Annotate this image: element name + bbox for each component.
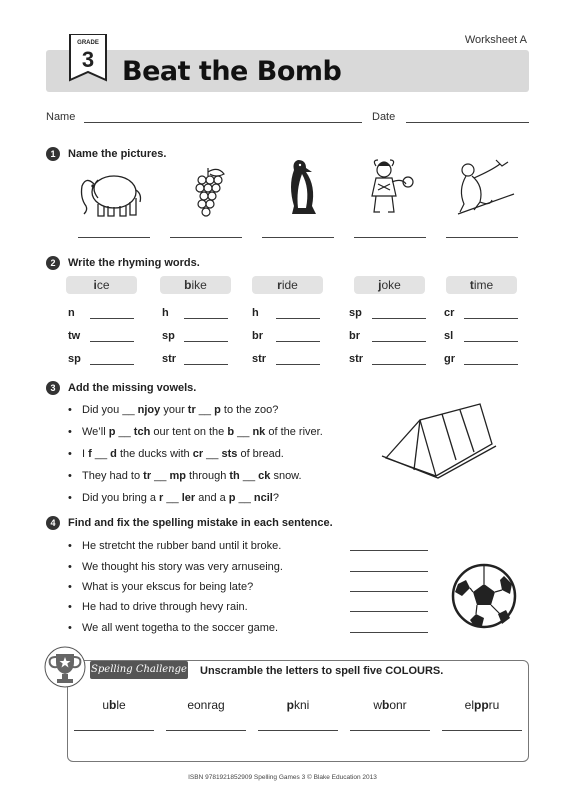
name-field[interactable] (84, 122, 362, 123)
rhyme-prefix: sp (68, 353, 81, 365)
scrambled-word: elppru (464, 698, 500, 712)
bullet: • (68, 426, 72, 438)
answer-line[interactable] (354, 237, 426, 238)
scrambled-word: eonrag (187, 698, 225, 712)
scrambled-word: pkni (286, 698, 310, 712)
rhyme-answer-line[interactable] (184, 341, 228, 342)
correction-line[interactable] (350, 632, 428, 633)
rhyme-answer-line[interactable] (184, 318, 228, 319)
grapes-icon (174, 162, 244, 226)
rhyme-answer-line[interactable] (464, 341, 518, 342)
rhyme-answer-line[interactable] (90, 341, 134, 342)
question-number: 1 (46, 147, 60, 161)
vowel-sentence: • Did you bring a r __ ler and a p __ ncil? (68, 492, 279, 504)
spelling-sentence: • He stretcht the rubber band until it broke. (68, 540, 282, 552)
elephant-icon (76, 162, 146, 226)
footer-credit: ISBN 9781921852909 Spelling Games 3 © Blake Education 2013 (188, 774, 377, 781)
bullet: • (68, 581, 72, 593)
rhyme-prefix: n (68, 307, 75, 319)
scrambled-word: uble (102, 698, 126, 712)
rhyme-prefix: br (349, 330, 360, 342)
vowel-sentence: • They had to tr __ mp through th __ ck snow. (68, 470, 302, 482)
rhyme-prefix: h (252, 307, 259, 319)
correction-line[interactable] (350, 571, 428, 572)
rhyme-word-box: time (446, 276, 517, 294)
rhyme-prefix: tw (68, 330, 81, 342)
question-title: Find and fix the spelling mistake in each sentence. (68, 517, 333, 529)
correction-line[interactable] (350, 550, 428, 551)
spelling-sentence: • He had to drive through hevy rain. (68, 601, 248, 613)
bullet: • (68, 404, 72, 416)
penguin-icon (266, 156, 336, 220)
bullet: • (68, 492, 72, 504)
soccer-ball-icon (450, 562, 518, 630)
name-label: Name (46, 111, 76, 123)
correction-line[interactable] (350, 611, 428, 612)
rhyme-answer-line[interactable] (464, 318, 518, 319)
bullet: • (68, 561, 72, 573)
challenge-title: Unscramble the letters to spell five COLOURS. (200, 665, 444, 677)
date-label: Date (372, 111, 396, 123)
question-title: Name the pictures. (68, 148, 167, 160)
question-title: Write the rhyming words. (68, 257, 200, 269)
rhyme-word-box: bike (160, 276, 231, 294)
rhyme-prefix: cr (444, 307, 455, 319)
colour-answer-line[interactable] (442, 730, 522, 731)
answer-line[interactable] (262, 237, 334, 238)
answer-line[interactable] (170, 237, 242, 238)
tent-icon (380, 400, 498, 480)
spelling-challenge-tab: Spelling Challenge (90, 661, 188, 679)
spelling-sentence: • What is your ekscus for being late? (68, 581, 254, 593)
worksheet-label: Worksheet A (464, 34, 527, 46)
rhyme-answer-line[interactable] (464, 364, 518, 365)
rhyme-prefix: sp (349, 307, 362, 319)
clown-icon (356, 156, 426, 220)
colour-answer-line[interactable] (350, 730, 430, 731)
question-title: Add the missing vowels. (68, 382, 197, 394)
date-field[interactable] (406, 122, 529, 123)
question-number: 4 (46, 516, 60, 530)
rhyme-prefix: sl (444, 330, 454, 342)
rhyme-prefix: gr (444, 353, 455, 365)
rhyme-word-box: ride (252, 276, 323, 294)
rhyme-word-box: joke (354, 276, 425, 294)
rhyme-answer-line[interactable] (90, 318, 134, 319)
colour-answer-line[interactable] (74, 730, 154, 731)
bullet: • (68, 622, 72, 634)
rhyme-answer-line[interactable] (184, 364, 228, 365)
rhyme-answer-line[interactable] (276, 364, 320, 365)
question-number: 2 (46, 256, 60, 270)
rhyme-answer-line[interactable] (276, 341, 320, 342)
rhyme-answer-line[interactable] (372, 364, 426, 365)
rhyme-prefix: sp (162, 330, 175, 342)
rhyme-prefix: str (162, 353, 177, 365)
page-title: Beat the Bomb (122, 56, 342, 87)
grade-label: GRADE (77, 40, 99, 46)
colour-answer-line[interactable] (258, 730, 338, 731)
trophy-icon (44, 646, 86, 688)
bullet: • (68, 540, 72, 552)
spelling-sentence: • We all went togetha to the soccer game. (68, 622, 279, 634)
vowel-sentence: • I f __ d the ducks with cr __ sts of bread. (68, 448, 284, 460)
scrambled-word: wbonr (373, 698, 407, 712)
rhyme-prefix: str (349, 353, 364, 365)
rhyme-answer-line[interactable] (276, 318, 320, 319)
grade-badge (68, 34, 108, 88)
bullet: • (68, 470, 72, 482)
vowel-sentence: • We’ll p __ tch our tent on the b __ nk of the river. (68, 426, 323, 438)
vowel-sentence: • Did you __ njoy your tr __ p to the zoo? (68, 404, 279, 416)
spelling-sentence: • We thought his story was very arnuseing. (68, 561, 283, 573)
bullet: • (68, 448, 72, 460)
grade-number: 3 (81, 47, 95, 72)
rhyme-prefix: str (252, 353, 267, 365)
rhyme-prefix: h (162, 307, 169, 319)
rhyme-answer-line[interactable] (372, 341, 426, 342)
answer-line[interactable] (78, 237, 150, 238)
answer-line[interactable] (446, 237, 518, 238)
rhyme-answer-line[interactable] (372, 318, 426, 319)
rhyme-prefix: br (252, 330, 263, 342)
question-number: 3 (46, 381, 60, 395)
rhyme-word-box: ice (66, 276, 137, 294)
bullet: • (68, 601, 72, 613)
colour-answer-line[interactable] (166, 730, 246, 731)
rhyme-answer-line[interactable] (90, 364, 134, 365)
monkey-icon (448, 156, 518, 220)
correction-line[interactable] (350, 591, 428, 592)
